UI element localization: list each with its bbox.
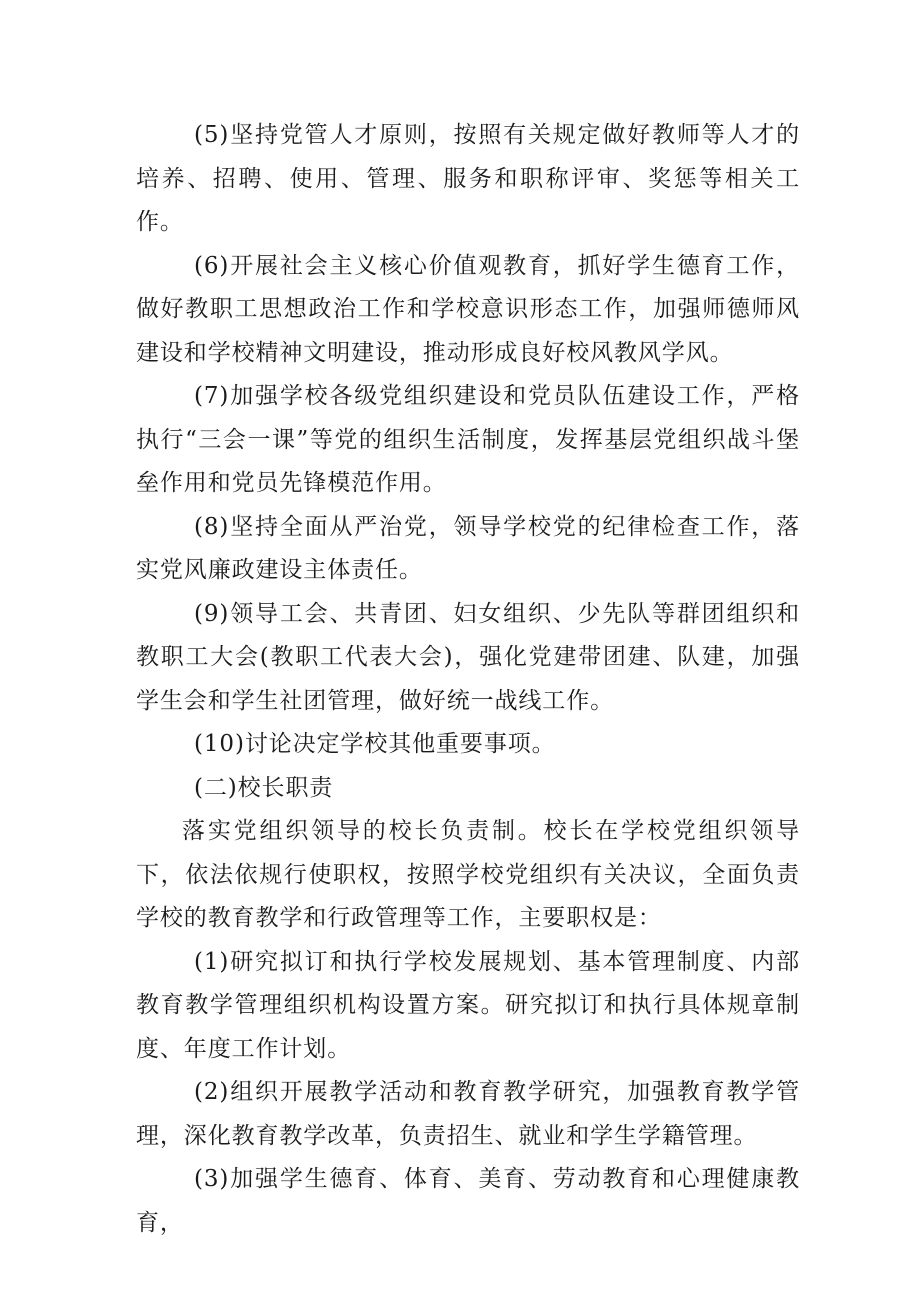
duty-item-5: (5)坚持党管人才原则，按照有关规定做好教师等人才的培养、招聘、使用、管理、服务和职称评审、奖惩等相关工作。 (136, 122, 800, 235)
duty-item-6: (6)开展社会主义核心价值观教育，抓好学生德育工作，做好教职工思想政治工作和学校意识形态工作，加强师德师风建设和学校精神文明建设，推动形成良好校风教风学风。 (136, 252, 800, 366)
principal-item-3: (3)加强学生德育、体育、美育、劳动教育和心理健康教育， (136, 1166, 800, 1236)
principal-item-2: (2)组织开展教学活动和教育教学研究，加强教育教学管理，深化教育教学改革，负责招生、就业和学生学籍管理。 (136, 1079, 800, 1149)
duty-item-8: (8)坚持全面从严治党，领导学校党的纪律检查工作，落实党风廉政建设主体责任。 (136, 513, 800, 583)
principal-item-1: (1)研究拟订和执行学校发展规划、基本管理制度、内部教育教学管理组织机构设置方案。研究拟订和执行具体规章制度、年度工作计划。 (136, 948, 800, 1062)
duty-item-9: (9)领导工会、共青团、妇女组织、少先队等群团组织和教职工大会(教职工代表大会)，强化党建带团建、队建，加强学生会和学生社团管理，做好统一战线工作。 (136, 600, 800, 714)
duty-item-10: (10)讨论决定学校其他重要事项。 (194, 731, 556, 757)
section-heading: (二)校长职责 (194, 774, 334, 801)
duty-item-7: (7)加强学校各级党组织建设和党员队伍建设工作，严格执行“三会一课”等党的组织生活制度，发挥基层党组织战斗堡垒作用和党员先锋模范作用。 (136, 383, 800, 496)
document-body (136, 114, 800, 1245)
section-intro: 落实党组织领导的校长负责制。校长在学校党组织领导下，依法依规行使职权，按照学校党组织有关决议，全面负责学校的教育教学和行政管理等工作，主要职权是： (136, 818, 800, 931)
